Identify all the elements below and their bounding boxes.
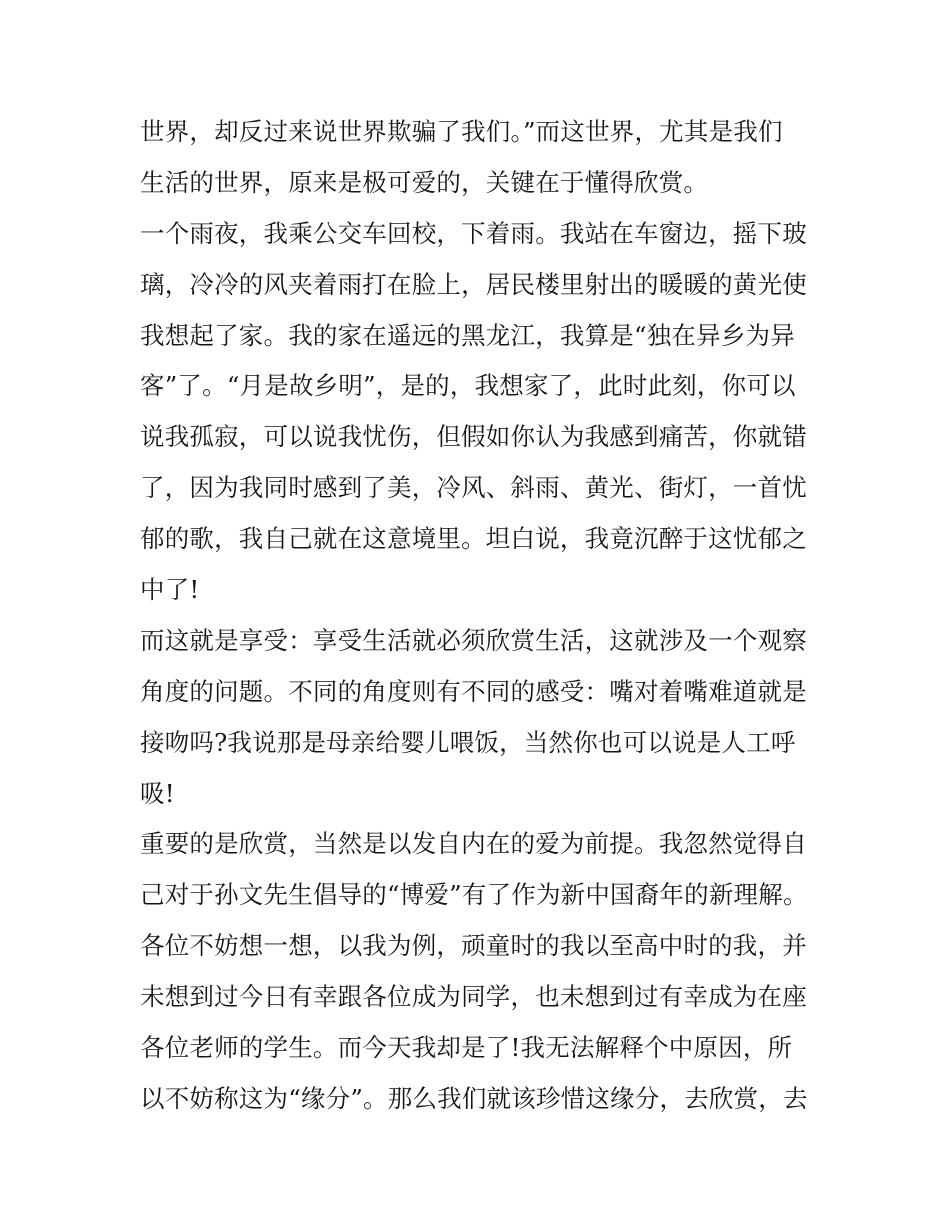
text-line: 以不妨称这为“缘分”。那么我们就该珍惜这缘分，去欣赏，去 — [140, 1083, 808, 1113]
text-line: 各位不妨想一想，以我为例，顽童时的我以至高中时的我，并 — [140, 931, 807, 961]
text-line: 角度的问题。不同的角度则有不同的感受：嘴对着嘴难道就是 — [140, 676, 807, 706]
text-line: 重要的是欣赏，当然是以发自内在的爱为前提。我忽然觉得自 — [140, 829, 807, 859]
text-line: 而这就是享受：享受生活就必须欣赏生活，这就涉及一个观察 — [140, 625, 807, 655]
text-line: 中了! — [140, 575, 200, 605]
text-line: 生活的世界，原来是极可爱的，关键在于懂得欣赏。 — [140, 167, 709, 197]
text-line: 了，因为我同时感到了美，冷风、斜雨、黄光、街灯，一首忧 — [140, 473, 807, 503]
text-line: 各位老师的学生。而今天我却是了!我无法解释个中原因，所 — [140, 1033, 793, 1063]
text-line: 说我孤寂，可以说我忧伤，但假如你认为我感到痛苦，你就错 — [140, 422, 807, 452]
text-line: 世界，却反过来说世界欺骗了我们。”而这世界，尤其是我们 — [140, 117, 783, 146]
text-line: 接吻吗?我说那是母亲给婴儿喂饭，当然你也可以说是人工呼 — [140, 727, 796, 757]
text-line: 一个雨夜，我乘公交车回校，下着雨。我站在车窗边，摇下玻 — [140, 218, 807, 248]
text-line: 客”了。“月是故乡明”，是的，我想家了，此时此刻，你可以 — [140, 371, 796, 401]
text-line: 吸! — [140, 778, 175, 808]
text-line: 郁的歌，我自己就在这意境里。坦白说，我竟沉醉于这忧郁之 — [140, 524, 807, 554]
text-line: 我想起了家。我的家在遥远的黑龙江，我算是“独在异乡为异 — [140, 320, 795, 350]
text-line: 未想到过今日有幸跟各位成为同学，也未想到过有幸成为在座 — [140, 982, 807, 1012]
text-line: 璃，冷冷的风夹着雨打在脸上，居民楼里射出的暖暖的黄光使 — [140, 269, 807, 299]
text-line: 己对于孙文先生倡导的“博爱”有了作为新中国裔年的新理解。 — [140, 880, 808, 910]
body-text — [140, 107, 820, 1125]
